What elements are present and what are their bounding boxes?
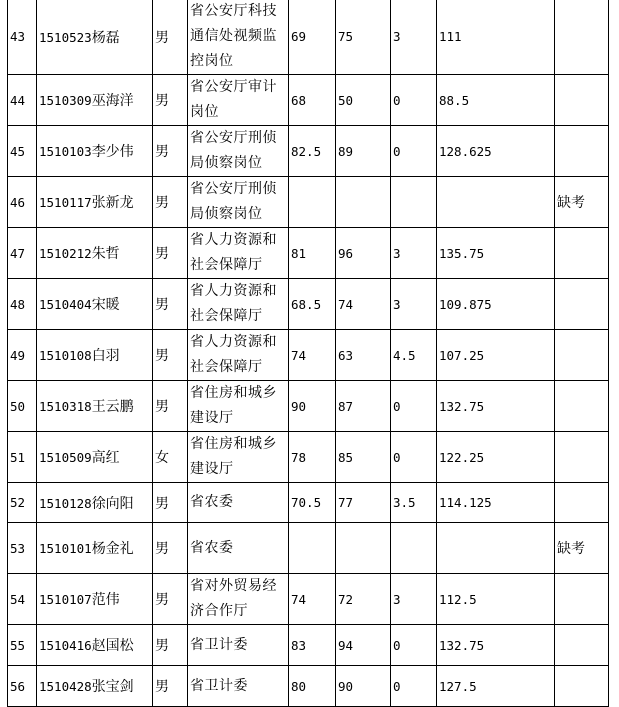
total-score-cell: 132.75 bbox=[437, 625, 555, 666]
score-table bbox=[7, 0, 609, 707]
remark-cell bbox=[555, 126, 609, 177]
remark-cell bbox=[555, 666, 609, 707]
position-line: 省住房和城乡 bbox=[190, 385, 277, 401]
seq-cell: 56 bbox=[8, 666, 37, 707]
position-cell bbox=[188, 177, 289, 228]
gender-cell: 男 bbox=[153, 0, 188, 75]
remark-cell bbox=[555, 483, 609, 523]
gender-cell: 男 bbox=[153, 574, 188, 625]
total-score-cell: 88.5 bbox=[437, 75, 555, 126]
written-score-cell: 70.5 bbox=[289, 483, 336, 523]
total-score-cell: 122.25 bbox=[437, 432, 555, 483]
remark-cell bbox=[555, 75, 609, 126]
bonus-score-cell: 3 bbox=[391, 228, 437, 279]
bonus-score-cell: 3 bbox=[391, 0, 437, 75]
remark-cell bbox=[555, 279, 609, 330]
seq-cell: 52 bbox=[8, 483, 37, 523]
position-line: 省人力资源和 bbox=[190, 334, 277, 350]
position-cell bbox=[188, 625, 289, 666]
written-score-cell: 82.5 bbox=[289, 126, 336, 177]
table-row bbox=[8, 75, 609, 126]
seq-cell: 54 bbox=[8, 574, 37, 625]
candidate-id: 1510428 bbox=[39, 679, 92, 694]
total-score-cell: 128.625 bbox=[437, 126, 555, 177]
id-name-cell bbox=[37, 177, 153, 228]
candidate-id: 1510416 bbox=[39, 638, 92, 653]
total-score-cell bbox=[437, 177, 555, 228]
bonus-score-cell bbox=[391, 523, 437, 574]
candidate-name: 张新龙 bbox=[91, 195, 134, 211]
candidate-id: 1510107 bbox=[39, 592, 92, 607]
interview-score-cell: 77 bbox=[336, 483, 391, 523]
bonus-score-cell: 0 bbox=[391, 625, 437, 666]
table-row bbox=[8, 432, 609, 483]
table-body bbox=[8, 0, 609, 707]
id-name-cell bbox=[37, 228, 153, 279]
position-line: 省公安厅刑侦 bbox=[190, 130, 277, 146]
bonus-score-cell: 0 bbox=[391, 381, 437, 432]
gender-cell: 男 bbox=[153, 330, 188, 381]
candidate-name: 高红 bbox=[91, 450, 120, 466]
position-line: 控岗位 bbox=[190, 53, 234, 69]
bonus-score-cell: 3.5 bbox=[391, 483, 437, 523]
table-row bbox=[8, 483, 609, 523]
interview-score-cell: 72 bbox=[336, 574, 391, 625]
position-cell bbox=[188, 381, 289, 432]
total-score-cell: 127.5 bbox=[437, 666, 555, 707]
gender-cell: 男 bbox=[153, 75, 188, 126]
remark-cell: 缺考 bbox=[555, 523, 609, 574]
written-score-cell: 83 bbox=[289, 625, 336, 666]
position-cell bbox=[188, 330, 289, 381]
candidate-name: 王云鹏 bbox=[91, 399, 134, 415]
table-row bbox=[8, 177, 609, 228]
interview-score-cell: 63 bbox=[336, 330, 391, 381]
candidate-id: 1510103 bbox=[39, 144, 92, 159]
table-row bbox=[8, 523, 609, 574]
candidate-name: 李少伟 bbox=[91, 144, 134, 160]
written-score-cell: 68.5 bbox=[289, 279, 336, 330]
candidate-name: 朱哲 bbox=[91, 246, 120, 262]
interview-score-cell: 94 bbox=[336, 625, 391, 666]
interview-score-cell: 87 bbox=[336, 381, 391, 432]
seq-cell: 55 bbox=[8, 625, 37, 666]
position-cell bbox=[188, 574, 289, 625]
position-cell bbox=[188, 126, 289, 177]
position-line: 社会保障厅 bbox=[190, 359, 263, 375]
gender-cell: 男 bbox=[153, 523, 188, 574]
position-cell bbox=[188, 483, 289, 523]
bonus-score-cell bbox=[391, 177, 437, 228]
table-row bbox=[8, 126, 609, 177]
position-line: 济合作厅 bbox=[190, 603, 248, 619]
table-row bbox=[8, 574, 609, 625]
position-cell bbox=[188, 666, 289, 707]
id-name-cell bbox=[37, 625, 153, 666]
position-cell bbox=[188, 75, 289, 126]
gender-cell: 男 bbox=[153, 279, 188, 330]
position-line: 社会保障厅 bbox=[190, 308, 263, 324]
interview-score-cell: 74 bbox=[336, 279, 391, 330]
table-row bbox=[8, 0, 609, 75]
position-line: 社会保障厅 bbox=[190, 257, 263, 273]
id-name-cell bbox=[37, 574, 153, 625]
seq-cell: 50 bbox=[8, 381, 37, 432]
table-row bbox=[8, 666, 609, 707]
candidate-id: 1510108 bbox=[39, 348, 92, 363]
bonus-score-cell: 4.5 bbox=[391, 330, 437, 381]
seq-cell: 46 bbox=[8, 177, 37, 228]
position-cell bbox=[188, 228, 289, 279]
id-name-cell bbox=[37, 666, 153, 707]
candidate-id: 1510404 bbox=[39, 297, 92, 312]
remark-cell bbox=[555, 432, 609, 483]
interview-score-cell bbox=[336, 177, 391, 228]
written-score-cell bbox=[289, 523, 336, 574]
candidate-name: 杨磊 bbox=[91, 29, 120, 46]
position-line: 建设厅 bbox=[190, 410, 234, 426]
total-score-cell: 109.875 bbox=[437, 279, 555, 330]
id-name-cell bbox=[37, 330, 153, 381]
id-name-cell bbox=[37, 126, 153, 177]
interview-score-cell: 50 bbox=[336, 75, 391, 126]
table-row bbox=[8, 625, 609, 666]
id-name-cell bbox=[37, 483, 153, 523]
gender-cell: 女 bbox=[153, 432, 188, 483]
bonus-score-cell: 3 bbox=[391, 574, 437, 625]
position-line: 省公安厅审计 bbox=[190, 79, 277, 95]
position-line: 省农委 bbox=[190, 494, 234, 510]
interview-score-cell: 85 bbox=[336, 432, 391, 483]
interview-score-cell: 96 bbox=[336, 228, 391, 279]
position-line: 省住房和城乡 bbox=[190, 436, 277, 452]
candidate-name: 宋暖 bbox=[91, 297, 120, 313]
total-score-cell: 135.75 bbox=[437, 228, 555, 279]
position-cell bbox=[188, 523, 289, 574]
candidate-name: 杨金礼 bbox=[91, 541, 134, 557]
candidate-name: 张宝剑 bbox=[91, 679, 134, 695]
interview-score-cell: 89 bbox=[336, 126, 391, 177]
position-line: 省人力资源和 bbox=[190, 232, 277, 248]
id-name-cell bbox=[37, 432, 153, 483]
candidate-name: 范伟 bbox=[91, 592, 120, 608]
candidate-name: 巫海洋 bbox=[91, 93, 134, 109]
position-line: 建设厅 bbox=[190, 461, 234, 477]
id-name-cell bbox=[37, 279, 153, 330]
written-score-cell: 74 bbox=[289, 574, 336, 625]
candidate-name: 赵国松 bbox=[91, 638, 134, 654]
position-line: 局侦察岗位 bbox=[190, 155, 263, 171]
candidate-id: 1510318 bbox=[39, 399, 92, 414]
candidate-id: 1510309 bbox=[39, 93, 92, 108]
position-line: 省公安厅科技 bbox=[190, 3, 277, 19]
table-row bbox=[8, 228, 609, 279]
total-score-cell: 132.75 bbox=[437, 381, 555, 432]
seq-cell: 51 bbox=[8, 432, 37, 483]
seq-cell: 44 bbox=[8, 75, 37, 126]
seq-cell: 45 bbox=[8, 126, 37, 177]
position-line: 省公安厅刑侦 bbox=[190, 181, 277, 197]
table-row bbox=[8, 381, 609, 432]
candidate-id: 1510117 bbox=[39, 195, 92, 210]
remark-cell bbox=[555, 228, 609, 279]
remark-cell bbox=[555, 330, 609, 381]
id-name-cell bbox=[37, 75, 153, 126]
gender-cell: 男 bbox=[153, 228, 188, 279]
interview-score-cell bbox=[336, 523, 391, 574]
position-cell bbox=[188, 279, 289, 330]
remark-cell bbox=[555, 381, 609, 432]
id-name-cell bbox=[37, 523, 153, 574]
position-line: 省卫计委 bbox=[190, 677, 248, 694]
remark-cell bbox=[555, 0, 609, 75]
candidate-id: 1510509 bbox=[39, 450, 92, 465]
gender-cell: 男 bbox=[153, 177, 188, 228]
interview-score-cell: 75 bbox=[336, 0, 391, 75]
position-cell bbox=[188, 0, 289, 75]
seq-cell: 53 bbox=[8, 523, 37, 574]
table-row bbox=[8, 279, 609, 330]
gender-cell: 男 bbox=[153, 381, 188, 432]
total-score-cell: 107.25 bbox=[437, 330, 555, 381]
position-line: 省人力资源和 bbox=[190, 283, 277, 299]
table-row bbox=[8, 330, 609, 381]
total-score-cell: 111 bbox=[437, 0, 555, 75]
interview-score-cell: 90 bbox=[336, 666, 391, 707]
bonus-score-cell: 3 bbox=[391, 279, 437, 330]
written-score-cell: 74 bbox=[289, 330, 336, 381]
seq-cell: 47 bbox=[8, 228, 37, 279]
written-score-cell: 78 bbox=[289, 432, 336, 483]
id-name-cell bbox=[37, 381, 153, 432]
gender-cell: 男 bbox=[153, 126, 188, 177]
gender-cell: 男 bbox=[153, 666, 188, 707]
bonus-score-cell: 0 bbox=[391, 75, 437, 126]
remark-cell: 缺考 bbox=[555, 177, 609, 228]
written-score-cell: 80 bbox=[289, 666, 336, 707]
total-score-cell: 112.5 bbox=[437, 574, 555, 625]
gender-cell: 男 bbox=[153, 625, 188, 666]
written-score-cell: 81 bbox=[289, 228, 336, 279]
bonus-score-cell: 0 bbox=[391, 666, 437, 707]
seq-cell: 48 bbox=[8, 279, 37, 330]
bonus-score-cell: 0 bbox=[391, 432, 437, 483]
seq-cell: 43 bbox=[8, 0, 37, 75]
remark-cell bbox=[555, 625, 609, 666]
candidate-name: 徐向阳 bbox=[91, 495, 134, 512]
position-line: 省对外贸易经 bbox=[190, 578, 277, 594]
written-score-cell: 69 bbox=[289, 0, 336, 75]
position-cell bbox=[188, 432, 289, 483]
candidate-id: 1510101 bbox=[39, 541, 92, 556]
written-score-cell bbox=[289, 177, 336, 228]
candidate-id: 1510212 bbox=[39, 246, 92, 261]
id-name-cell bbox=[37, 0, 153, 75]
position-line: 省卫计委 bbox=[190, 636, 248, 653]
remark-cell bbox=[555, 574, 609, 625]
written-score-cell: 68 bbox=[289, 75, 336, 126]
position-line: 局侦察岗位 bbox=[190, 206, 263, 222]
candidate-id: 1510128 bbox=[39, 495, 92, 511]
position-line: 通信处视频监 bbox=[190, 28, 277, 44]
position-line: 省农委 bbox=[190, 539, 234, 556]
total-score-cell: 114.125 bbox=[437, 483, 555, 523]
total-score-cell bbox=[437, 523, 555, 574]
candidate-name: 白羽 bbox=[91, 348, 120, 364]
seq-cell: 49 bbox=[8, 330, 37, 381]
written-score-cell: 90 bbox=[289, 381, 336, 432]
candidate-id: 1510523 bbox=[39, 29, 92, 45]
gender-cell: 男 bbox=[153, 483, 188, 523]
bonus-score-cell: 0 bbox=[391, 126, 437, 177]
position-line: 岗位 bbox=[190, 104, 219, 120]
